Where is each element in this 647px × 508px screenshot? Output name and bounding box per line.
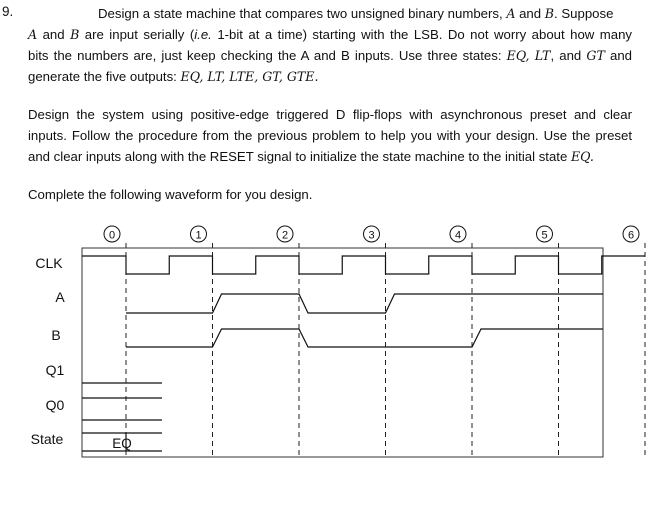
cycle-label-1: 1 xyxy=(195,229,202,242)
cycle-label-5: 5 xyxy=(541,229,548,242)
cycle-label-3: 3 xyxy=(368,229,375,242)
waveform-frame xyxy=(82,248,603,457)
clk-waveform xyxy=(82,256,645,274)
waveform-instruction: Complete the following waveform for you design. xyxy=(28,187,313,202)
signal-label-a: A xyxy=(55,289,65,305)
signal-label-q0: Q0 xyxy=(45,397,65,413)
question-number: 9. xyxy=(2,4,14,19)
signal-label-clk: CLK xyxy=(35,255,63,271)
cycle-label-6: 6 xyxy=(627,229,635,242)
cycle-label-2: 2 xyxy=(281,229,289,242)
a-waveform xyxy=(126,294,603,313)
problem-statement: Design a state machine that compares two unsigned binary numbers, A and B. Suppose A and B are input serially (i.e. 1-bit at a time) starting with the LSB. Do not worry about how many bits the numbers are, just keep checking the A and B inputs. Use three states: EQ, LT, and GT and generate the five outputs: EQ, LT, LTE, GT, GTE. xyxy=(28,6,633,84)
cycle-label-0: 0 xyxy=(108,229,116,242)
signal-label-state: State xyxy=(30,431,64,447)
b-waveform xyxy=(126,329,603,347)
signal-label-b: B xyxy=(51,327,61,343)
cycle-label-4: 4 xyxy=(454,229,462,242)
signal-label-q1: Q1 xyxy=(45,362,65,378)
design-instructions: Design the system using positive-edge triggered D flip-flops with asynchronous preset and clear inputs. Follow the procedure from the previous problem to help you with your design. Use the preset and clear inputs along with the RESET signal to initialize the state machine to the initial state EQ. xyxy=(28,107,632,164)
state-initial-value: EQ xyxy=(112,436,132,451)
